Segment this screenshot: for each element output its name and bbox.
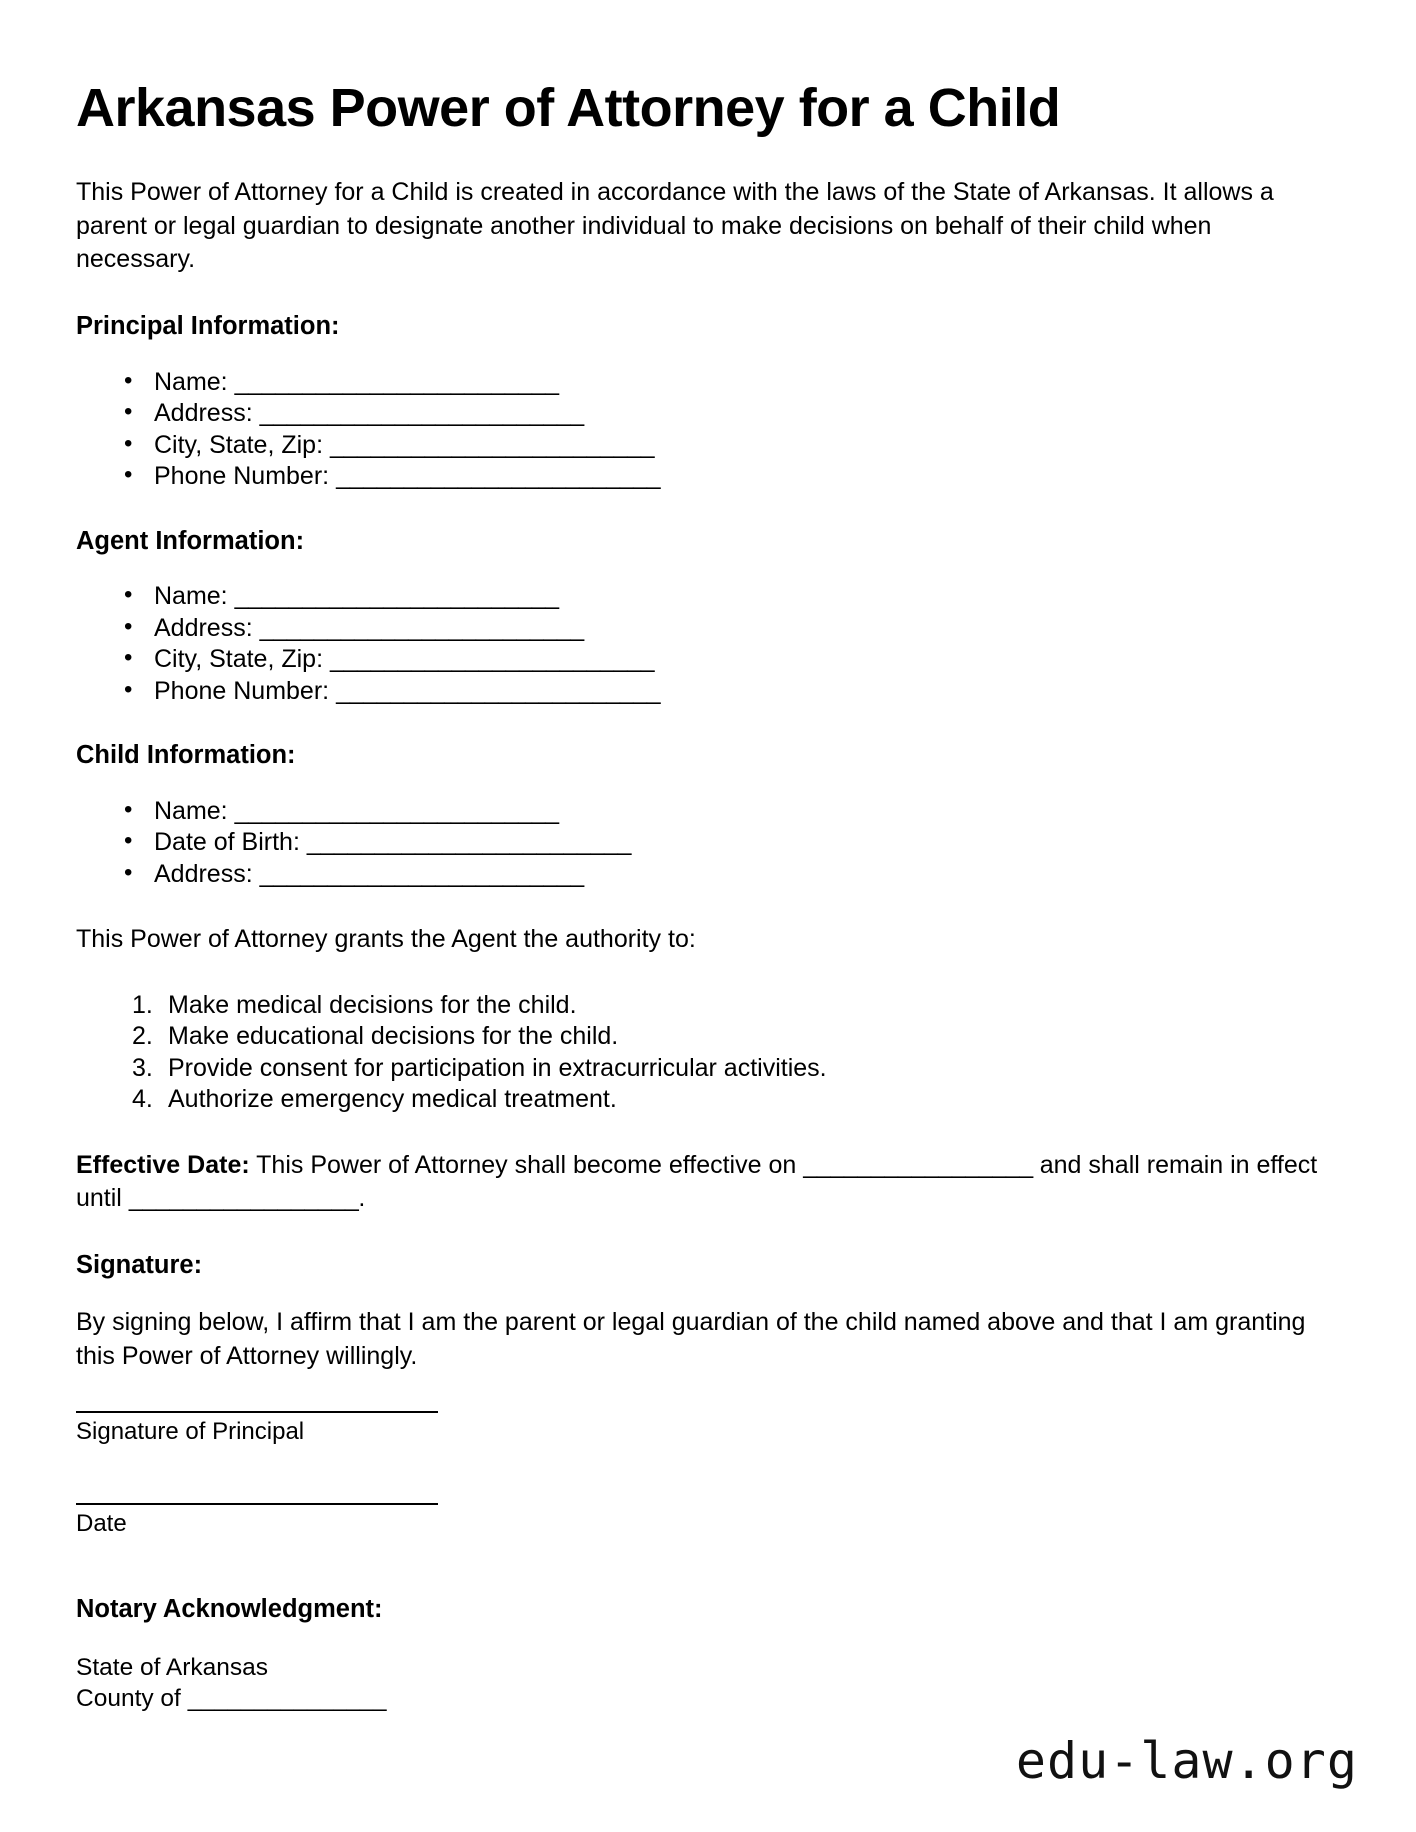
field-blank[interactable]: ________________________ bbox=[259, 859, 584, 888]
field-blank[interactable]: ________________________ bbox=[234, 582, 559, 611]
field-label: Name: bbox=[154, 796, 228, 825]
effective-date-text-after: . bbox=[358, 1184, 366, 1213]
effective-date-start-blank[interactable]: _________________ bbox=[803, 1150, 1033, 1179]
child-field-list bbox=[76, 797, 1344, 890]
field-label: Address: bbox=[154, 859, 253, 888]
signature-date-line[interactable] bbox=[76, 1503, 438, 1505]
watermark: edu-law.org bbox=[1015, 1732, 1358, 1790]
list-item: Authorize emergency medical treatment. bbox=[168, 1085, 617, 1114]
field-blank[interactable]: ________________________ bbox=[336, 462, 661, 491]
notary-county-label: County of bbox=[76, 1685, 188, 1713]
list-item bbox=[124, 582, 1344, 612]
signature-principal-line[interactable] bbox=[76, 1411, 438, 1413]
field-blank[interactable]: ________________________ bbox=[336, 676, 661, 705]
list-item bbox=[124, 399, 1344, 429]
list-item bbox=[124, 462, 1344, 492]
list-item bbox=[124, 677, 1344, 707]
intro-paragraph: This Power of Attorney for a Child is created in accordance with the laws of the State of Arkansas. It allows a parent or legal guardian to designate another individual to make decisions on behalf of their child when necessary. bbox=[76, 178, 1274, 274]
list-item: Make educational decisions for the child. bbox=[168, 1022, 619, 1051]
list-item bbox=[124, 828, 1344, 858]
list-item: Make medical decisions for the child. bbox=[168, 990, 577, 1019]
effective-date-paragraph bbox=[76, 1149, 1328, 1216]
signature-date-label: Date bbox=[76, 1510, 127, 1538]
field-label: Date of Birth: bbox=[154, 828, 300, 857]
field-label: Phone Number: bbox=[154, 462, 330, 491]
field-blank[interactable]: ________________________ bbox=[306, 828, 631, 857]
list-item bbox=[124, 797, 1344, 827]
list-item bbox=[124, 614, 1344, 644]
field-label: Phone Number: bbox=[154, 676, 330, 705]
effective-date-end-blank[interactable]: _________________ bbox=[128, 1184, 359, 1213]
effective-date-text-middle: and shall remain in effect until bbox=[76, 1150, 1318, 1213]
section-heading-signature: Signature: bbox=[76, 1250, 203, 1279]
section-heading-child: Child Information: bbox=[76, 741, 296, 770]
signature-block bbox=[76, 1411, 1344, 1539]
authority-intro: This Power of Attorney grants the Agent the authority to: bbox=[76, 925, 696, 954]
notary-county-line bbox=[76, 1683, 1344, 1714]
agent-field-list bbox=[76, 582, 1344, 706]
list-item bbox=[124, 645, 1344, 675]
effective-date-text-before: This Power of Attorney shall become effective on bbox=[249, 1150, 804, 1179]
section-heading-notary: Notary Acknowledgment: bbox=[76, 1594, 383, 1623]
signature-affirmation: By signing below, I affirm that I am the parent or legal guardian of the child named above and that I am granting this Power of Attorney willingly. bbox=[76, 1308, 1306, 1370]
field-label: Name: bbox=[154, 367, 228, 396]
field-blank[interactable]: ________________________ bbox=[329, 645, 655, 674]
field-label: City, State, Zip: bbox=[154, 645, 324, 674]
field-label: Address: bbox=[154, 613, 253, 642]
list-item: Provide consent for participation in extracurricular activities. bbox=[168, 1053, 827, 1082]
field-blank[interactable]: ________________________ bbox=[234, 367, 559, 396]
list-item bbox=[124, 431, 1344, 461]
list-item bbox=[124, 368, 1344, 398]
field-blank[interactable]: ________________________ bbox=[259, 399, 584, 428]
field-blank[interactable]: ________________________ bbox=[259, 613, 584, 642]
page-title: Arkansas Power of Attorney for a Child bbox=[76, 78, 1061, 138]
list-item bbox=[124, 860, 1344, 890]
field-label: Address: bbox=[154, 399, 253, 428]
field-blank[interactable]: ________________________ bbox=[234, 796, 559, 825]
field-label: City, State, Zip: bbox=[154, 430, 324, 459]
field-label: Name: bbox=[154, 582, 228, 611]
authority-list bbox=[76, 991, 1344, 1115]
notary-county-blank[interactable]: _______________ bbox=[187, 1685, 387, 1713]
principal-field-list bbox=[76, 368, 1344, 492]
section-heading-agent: Agent Information: bbox=[76, 526, 305, 555]
notary-state-line: State of Arkansas bbox=[76, 1653, 269, 1681]
effective-date-label: Effective Date: bbox=[76, 1150, 250, 1179]
signature-principal-label: Signature of Principal bbox=[76, 1418, 305, 1446]
section-heading-principal: Principal Information: bbox=[76, 311, 340, 340]
field-blank[interactable]: ________________________ bbox=[329, 430, 655, 459]
